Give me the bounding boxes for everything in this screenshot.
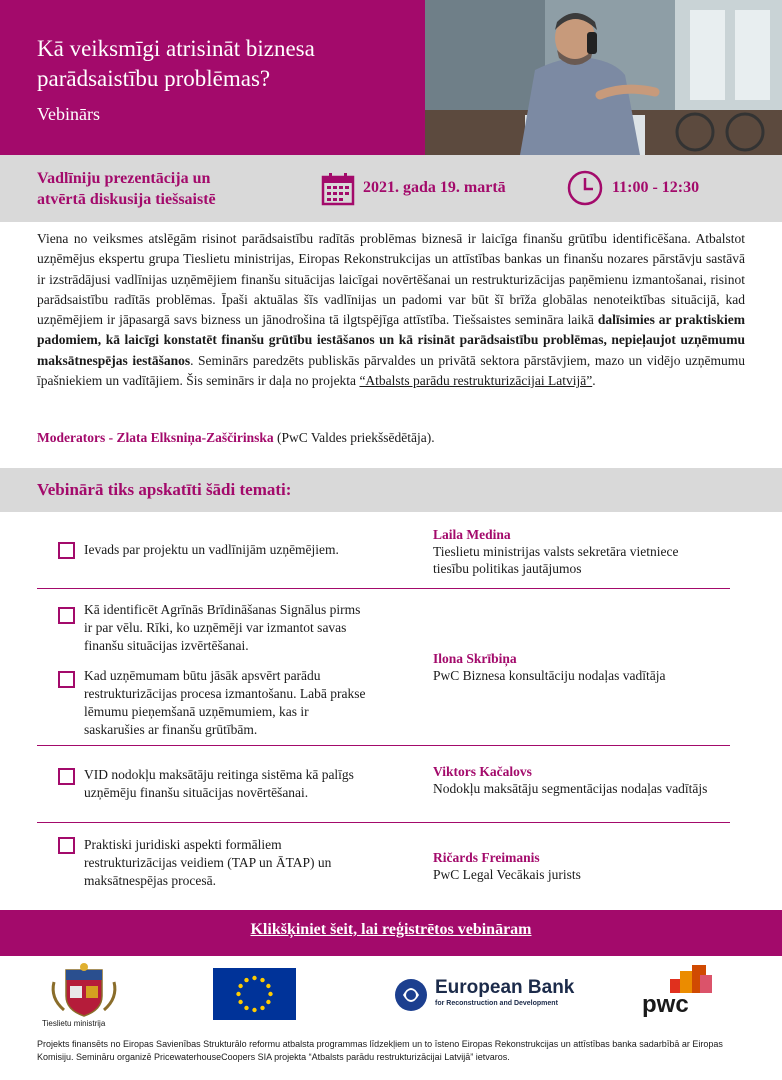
topic-text — [84, 766, 404, 802]
topic-item-3 — [58, 667, 398, 739]
page-subtitle: Vebinārs — [37, 104, 100, 124]
event-format-line2: atvērtā diskusija tiešsaistē — [37, 191, 216, 208]
eu-star-icon — [266, 1000, 270, 1004]
event-time: 11:00 - 12:30 — [612, 179, 700, 196]
ebrd-globe-icon — [393, 977, 429, 1013]
topic-item-4 — [58, 766, 398, 802]
topic-text — [84, 667, 404, 739]
event-format — [37, 168, 216, 210]
pwc-logo — [640, 965, 715, 1023]
topic-line: ir par vēlu. Rīki, ko uzņēmēji var izmantot savas — [84, 620, 347, 635]
eu-star-icon — [236, 992, 240, 996]
speaker-2 — [433, 650, 665, 684]
speaker-name: Ričards Freimanis — [433, 850, 540, 865]
latvia-coat-of-arms-icon — [44, 962, 124, 1018]
speaker-role: PwC Biznesa konsultāciju nodaļas vadītāja — [433, 668, 666, 683]
checkbox-icon — [58, 542, 75, 559]
speaker-4 — [433, 849, 581, 883]
topic-item-2 — [58, 601, 398, 655]
moderator-line — [37, 430, 435, 446]
checkbox-icon — [58, 671, 75, 688]
event-date: 2021. gada 19. martā — [363, 179, 506, 196]
topic-text — [84, 836, 404, 890]
topics-header-bar — [0, 468, 782, 512]
eu-star-icon — [268, 992, 272, 996]
speaker-name: Laila Medina — [433, 527, 511, 542]
clock-icon — [566, 169, 604, 207]
topic-line: maksātnespējas procesā. — [84, 873, 216, 888]
moderator-role: (PwC Valdes priekšsēdētāja). — [273, 430, 435, 445]
eu-star-icon — [266, 984, 270, 988]
eu-star-icon — [244, 978, 248, 982]
eu-star-icon — [252, 1008, 256, 1012]
eu-star-icon — [238, 984, 242, 988]
ministry-logo-text: Tieslietu ministrija — [42, 1019, 106, 1028]
moderator-name: Moderators - Zlata Elksniņa-Zaščirinska — [37, 430, 274, 445]
checkbox-icon — [58, 607, 75, 624]
topic-text: Ievads par projektu un vadlīnijām uzņēmējiem. — [84, 542, 339, 557]
speaker-role: PwC Legal Vecākais jurists — [433, 867, 581, 882]
intro-p2-bold: dalīsimies ar praktiskiem padomiem, kā laicīgi konstatēt finanšu grūtību iestāšanos un kā risināt parādsaistību problēmas, nepieļaujot uzņēmumu maksātnespējas iestāšanos — [37, 312, 745, 368]
ebrd-logo — [393, 975, 578, 1015]
topic-text — [84, 601, 404, 655]
speaker-role-line1: Tieslietu ministrijas valsts sekretāra vietniece — [433, 544, 679, 559]
project-link[interactable]: “Atbalsts parādu restrukturizācijai Latvijā” — [359, 373, 593, 389]
eu-star-icon — [252, 976, 256, 980]
speaker-name: Ilona Skrībiņa — [433, 651, 517, 666]
registration-banner — [0, 910, 782, 956]
topic-line: restrukturizācijas procesa izmantošanu. Labā prakse — [84, 686, 366, 701]
topics-title: Vebinārā tiks apskatīti šādi temati: — [37, 480, 292, 499]
speaker-name: Viktors Kačalovs — [433, 764, 532, 779]
speaker-1 — [433, 526, 678, 577]
speaker-3 — [433, 763, 707, 797]
eu-star-icon — [260, 1006, 264, 1010]
intro-p2-start: Tiešsaistes semināra laikā — [452, 312, 598, 328]
eu-flag-logo — [213, 968, 296, 1020]
topic-line: uzņēmēju finanšu situācijas novērtēšanai. — [84, 785, 309, 800]
pwc-wordmark: pwc — [642, 991, 689, 1018]
eu-flag-icon — [213, 968, 296, 1020]
calendar-icon — [321, 172, 355, 206]
ministry-logo — [44, 962, 124, 1034]
divider — [37, 588, 730, 589]
intro-p2-end: . — [592, 373, 596, 389]
topic-line: Kā identificēt Agrīnās Brīdināšanas Signālus pirms — [84, 602, 361, 617]
businessman-photo-illustration — [425, 0, 782, 155]
topic-line: Kad uzņēmumam būtu jāsāk apsvērt parādu — [84, 668, 321, 683]
ebrd-name: European Bank — [435, 977, 575, 998]
eu-star-icon — [238, 1000, 242, 1004]
ebrd-tagline: for Reconstruction and Development — [435, 1000, 558, 1007]
topic-line: finanšu situācijas izvērtēšanai. — [84, 638, 249, 653]
footer-note: Projekts finansēts no Eiropas Savienības Strukturālo reformu atbalsta programmas līdzekļiem un to īsteno Eiropas Rekonstrukcijas un attīstības banka sadarbībā ar Eiropas Komisiju. Semināru organizē PricewaterhouseCoopers SIA projekta “Atbalsts parādu restrukturizācijai Latvijā” ietvaros. — [37, 1039, 723, 1062]
header-photo — [425, 0, 782, 155]
topic-line: lēmumu pieņemšanā uzņēmumiem, kas ir — [84, 704, 309, 719]
register-link[interactable]: Klikšķiniet šeit, lai reģistrētos vebināram — [250, 921, 532, 938]
event-info-bar — [0, 155, 782, 222]
checkbox-icon — [58, 768, 75, 785]
divider — [37, 822, 730, 823]
topic-line: Praktiski juridiski aspekti formāliem — [84, 837, 282, 852]
intro-text — [37, 229, 745, 391]
speaker-role: Nodokļu maksātāju segmentācijas nodaļas vadītājs — [433, 781, 708, 796]
checkbox-icon — [58, 837, 75, 854]
event-format-line1: Vadlīniju prezentācija un — [37, 170, 211, 187]
page-title: Kā veiksmīgi atrisināt biznesa parādsaistību problēmas? — [37, 36, 315, 91]
topic-line: saskarušies ar finanšu grūtībām. — [84, 722, 258, 737]
topic-item-5 — [58, 836, 398, 890]
intro-paragraph-1: Viena no veiksmes atslēgām risinot parādsaistību radītās problēmas biznesā ir laicīga finanšu grūtību identificēšana. Atbalstot uzņēmējus ekspertu grupa Tieslietu ministrijas, Eiropas Rekonstrukcijas un attīstības bankas un finanšu nozares pārstāvju sastāvā ir izstrādājusi vadlīnijas uzņēmējiem finanšu situācijas laicīgai novērtēšanai un restrukturizācijas paņēmienu izmantošanai, risinot parādsaistību radītās problēmas. Īpaši aktuālas šīs vadlīnijas un padomi var būt šī brīža globālas nenoteiktības situācijā, kad uzņēmējiem ir jāpasargā savs bizness un jānodrošina tā ilgtspējīga attīstība. — [37, 231, 745, 328]
speaker-role-line2: tiesību politikas jautājumos — [433, 561, 582, 576]
topic-line: VID nodokļu maksātāju reitinga sistēma kā palīgs — [84, 767, 354, 782]
eu-star-icon — [244, 1006, 248, 1010]
divider — [37, 745, 730, 746]
topic-line: restrukturizācijas veidiem (TAP un ĀTAP) un — [84, 855, 332, 870]
intro-p2-middle: . Seminārs paredzēts publiskās pārvaldes un privātā sektora pārstāvjiem, mazo un vidējo uzņēmumu īpašniekiem un vadītājiem. Šis seminārs ir daļa no projekta — [37, 352, 746, 389]
eu-star-icon — [260, 978, 264, 982]
